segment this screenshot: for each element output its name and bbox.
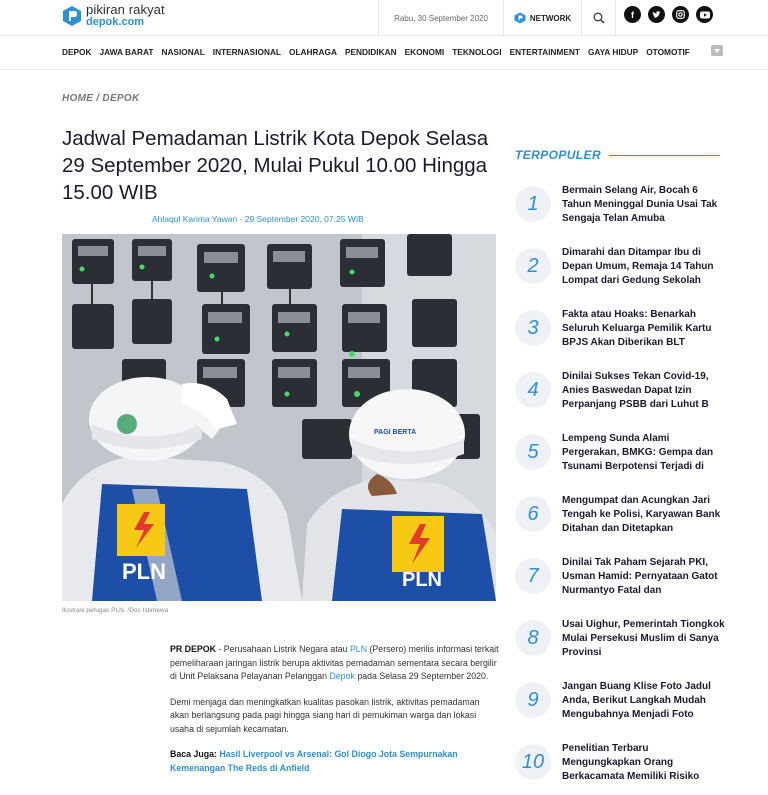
nav-item-teknologi[interactable]: TEKNOLOGI (452, 47, 502, 57)
popular-item[interactable] (515, 674, 725, 736)
nav-item-gaya-hidup[interactable]: GAYA HIDUP (587, 47, 639, 57)
article-photo (62, 234, 496, 601)
popular-item[interactable] (515, 302, 725, 364)
paragraph-1-text-c: pada Selasa 29 September 2020. (354, 671, 489, 681)
network-icon (514, 12, 526, 24)
publish-date: 29 September 2020, 07:25 WIB (244, 214, 364, 224)
article-body (170, 643, 500, 787)
paragraph-1 (170, 643, 500, 684)
nav-item-ekonomi[interactable]: EKONOMI (404, 47, 445, 57)
rank-badge: 5 (515, 434, 551, 470)
byline (152, 214, 364, 224)
article-title: Jadwal Pemadaman Listrik Kota Depok Selasa 29 September 2020, Mulai Pukul 10.00 Hingga 15.00 WIB (62, 127, 489, 204)
rank-badge: 7 (515, 558, 551, 594)
vest-text-left: PLN (122, 559, 166, 584)
nav-item-olahraga[interactable]: OLAHRAGA (289, 47, 337, 57)
dateline: PR DEPOK (170, 644, 216, 654)
popular-item-title[interactable]: Fakta atau Hoaks: Benarkah Seluruh Keluarga Pemilik Kartu BPJS Akan Diberikan BLT (562, 309, 712, 348)
vest-text-right: PLN (402, 569, 442, 591)
popular-item[interactable] (515, 240, 725, 302)
site-logo[interactable] (62, 3, 165, 28)
popular-item-title[interactable]: Usai Uighur, Pemerintah Tiongkok Mulai Persekusi Muslim di Sanya Provinsi (562, 619, 725, 658)
logo-title: pikiran rakyat (86, 2, 165, 17)
photo-caption: Ilustrasi petugas PLN. /Doc Istimewa (62, 607, 169, 614)
popular-item-title[interactable]: Dinilai Tak Paham Sejarah PKI, Usman Hamid: Pernyataan Gatot Nurmantyo Fatal dan (562, 557, 718, 596)
main-nav (0, 36, 768, 70)
paragraph-1-text-a: - Perusahaan Listrik Negara atau (215, 644, 350, 654)
nav-dropdown-icon[interactable] (711, 45, 723, 56)
popular-item-title[interactable]: Jangan Buang Klise Foto Jadul Anda, Berikut Langkah Mudah Mengubahnya Menjadi Foto (562, 681, 711, 720)
nav-item-entertainment[interactable]: ENTERTAINMENT (509, 47, 580, 57)
popular-item-title[interactable]: Mengumpat dan Acungkan Jari Tengah ke Polisi, Karyawan Bank Ditahan dan Ditetapkan (562, 495, 721, 534)
popular-item[interactable] (515, 550, 725, 612)
depok-link[interactable]: Depok (329, 671, 355, 681)
breadcrumb[interactable]: HOME / DEPOK (62, 93, 140, 104)
pln-link[interactable]: PLN (349, 644, 368, 654)
read-also (170, 748, 500, 775)
network-label: NETWORK (529, 13, 572, 23)
popular-item[interactable] (515, 488, 725, 550)
facebook-icon[interactable]: f (624, 6, 641, 23)
top-bar (0, 0, 768, 36)
popular-item-title[interactable]: Dimarahi dan Ditampar Ibu di Depan Umum, Remaja 14 Tahun Lompat dari Gedung Sekolah (562, 247, 714, 286)
logo-icon (62, 5, 82, 27)
popular-item-title[interactable]: Lempeng Sunda Alami Pergerakan, BMKG: Gempa dan Tsunami Berpotensi Terjadi di (562, 433, 714, 472)
read-also-label: Baca Juga: (170, 749, 220, 759)
popular-heading (515, 148, 720, 162)
current-date: Rabu, 30 September 2020 (378, 0, 504, 36)
rank-badge: 4 (515, 372, 551, 408)
youtube-icon[interactable] (696, 6, 713, 23)
helmet-text: PAGI BERTA (374, 429, 417, 436)
rank-badge: 10 (515, 744, 551, 780)
instagram-icon[interactable] (672, 6, 689, 23)
popular-heading-rule (609, 155, 720, 156)
nav-item-otomotif[interactable]: OTOMOTIF (646, 47, 690, 57)
nav-item-nasional[interactable]: NASIONAL (161, 47, 205, 57)
search-button[interactable] (582, 0, 616, 36)
popular-item-title[interactable]: Dinilai Sukses Tekan Covid-19, Anies Baswedan Dapat Izin Perpanjang PSBB dari Luhut B (562, 371, 709, 410)
popular-item-title[interactable]: Bermain Selang Air, Bocah 6 Tahun Meninggal Dunia Usai Tak Sengaja Telan Amuba (562, 185, 718, 224)
rank-badge: 9 (515, 682, 551, 718)
popular-heading-text: TERPOPULER (515, 148, 602, 162)
rank-badge: 1 (515, 186, 551, 222)
popular-item[interactable] (515, 612, 725, 674)
rank-badge: 3 (515, 310, 551, 346)
paragraph-2: Demi menjaga dan meningkatkan kualitas pasokan listrik, aktivitas pemadaman akan berlangsung pada pagi hingga siang hari di pemukiman warga dan lokasi usaha di sejumlah kecamatan. (170, 696, 480, 734)
rank-badge: 8 (515, 620, 551, 656)
byline-separator: - (237, 214, 245, 224)
nav-item-jawa-barat[interactable]: JAWA BARAT (99, 47, 154, 57)
rank-badge: 2 (515, 248, 551, 284)
paragraph-1-text-b: (Persero) merilis informasi terkait pemeliharaan jaringan listrik berupa aktivitas pemadaman sementara secara bergilir di Unit Pelaksana Pelayanan Pelanggan (170, 644, 499, 681)
read-also-link[interactable]: Hasil Liverpool vs Arsenal: Gol Diogo Jota Sempurnakan Kemenangan The Reds di Anfield (170, 749, 458, 773)
nav-item-depok[interactable]: DEPOK (62, 47, 92, 57)
search-icon (593, 12, 605, 24)
nav-item-internasional[interactable]: INTERNASIONAL (212, 47, 281, 57)
network-button[interactable] (504, 0, 582, 36)
popular-item[interactable] (515, 736, 725, 795)
popular-item[interactable] (515, 178, 725, 240)
popular-item[interactable] (515, 426, 725, 488)
popular-item-title[interactable]: Penelitian Terbaru Mengungkapkan Orang Berkacamata Memiliki Risiko (562, 743, 700, 782)
social-links (624, 6, 713, 23)
logo-subtitle: depok.com (86, 16, 145, 28)
nav-item-pendidikan[interactable]: PENDIDIKAN (344, 47, 397, 57)
popular-item[interactable] (515, 364, 725, 426)
twitter-icon[interactable] (648, 6, 665, 23)
author-link[interactable]: Ahlaqul Karima Yawan (152, 214, 238, 224)
rank-badge: 6 (515, 496, 551, 532)
